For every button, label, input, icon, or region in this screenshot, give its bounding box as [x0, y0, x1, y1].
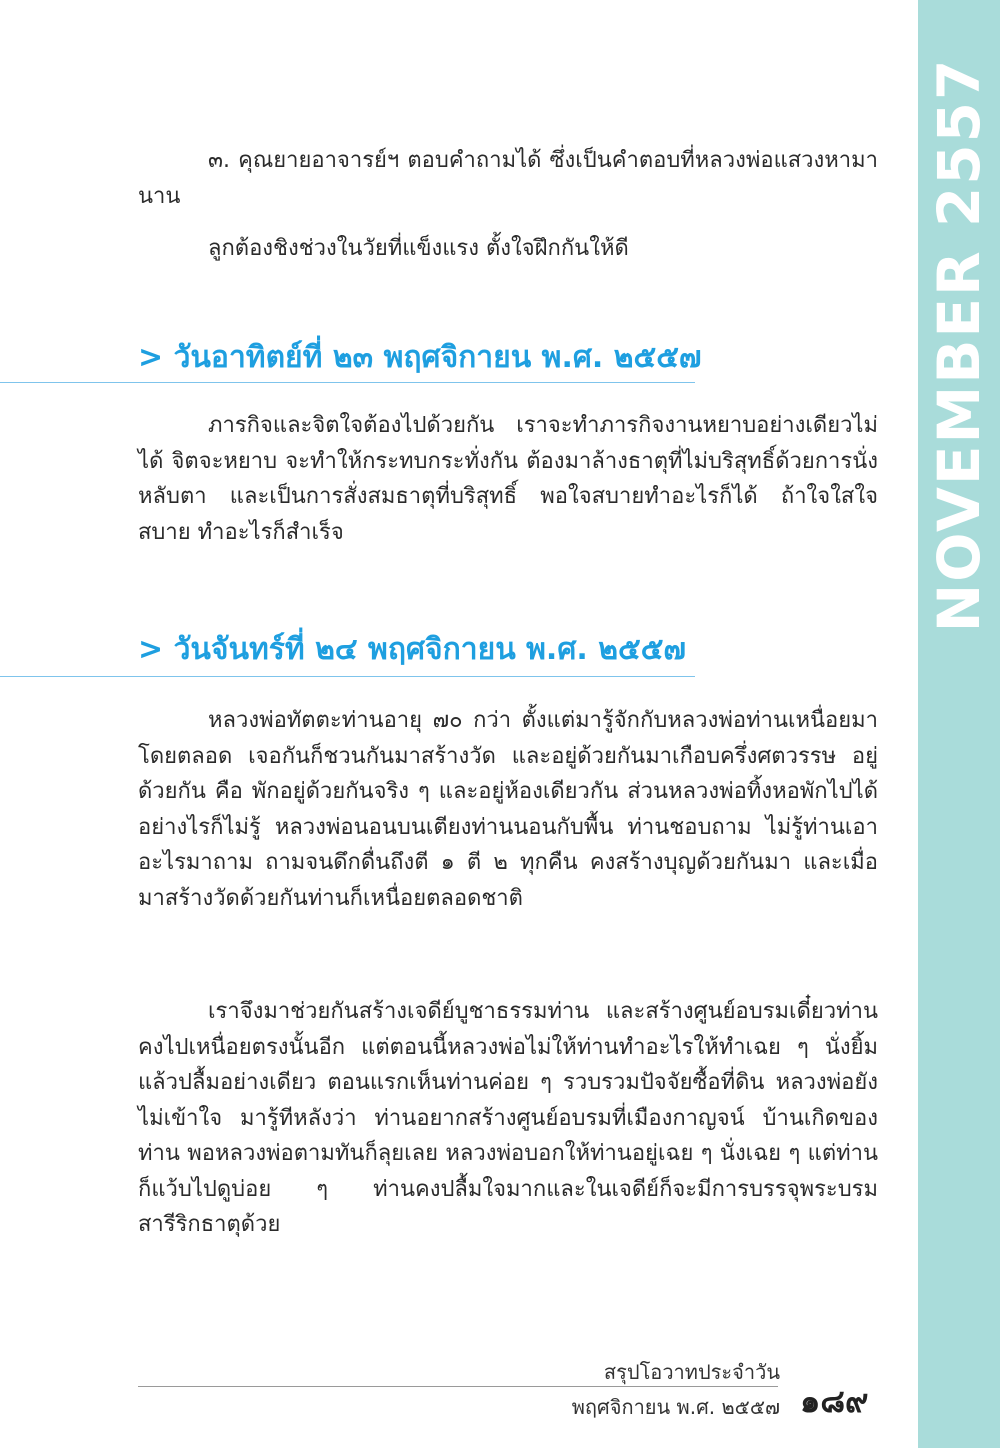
heading-divider	[0, 382, 695, 383]
heading-divider	[0, 676, 695, 677]
paragraph-monday-1: หลวงพ่อทัตตะท่านอายุ ๗๐ กว่า ตั้งแต่มารู้จักกับหลวงพ่อท่านเหนื่อยมาโดยตลอด เจอกันก็ชวนกันมาสร้างวัด และอยู่ด้วยกันมาเกือบครึ่งศตวรรษ อยู่ด้วยกัน คือ พักอยู่ด้วยกันจริง ๆ และอยู่ห้องเดียวกัน ส่วนหลวงพ่อทิ้งหอพักไปได้อย่างไรก็ไม่รู้ หลวงพ่อนอนบนเตียงท่านนอนกับพื้น ท่านชอบถาม ไม่รู้ท่านเอาอะไรมาถาม ถามจนดึกดื่นถึงตี ๑ ตี ๒ ทุกคืน คงสร้างบุญด้วยกันมา และเมื่อมาสร้างวัดด้วยกันท่านก็เหนื่อยตลอดชาติ	[138, 708, 878, 911]
page-number: ๑๘๙	[800, 1382, 869, 1420]
section-heading-monday: > วันจันทร์ที่ ๒๔ พฤศจิกายน พ.ศ. ๒๕๕๗	[138, 632, 686, 667]
footer-divider	[138, 1386, 778, 1387]
paragraph-summary: ลูกต้องชิงช่วงในวัยที่แข็งแรง ตั้งใจฝึกกันให้ดี	[208, 236, 629, 261]
paragraph-sunday: ภารกิจและจิตใจต้องไปด้วยกัน เราจะทำภารกิจงานหยาบอย่างเดียวไม่ได้ จิตจะหยาบ จะทำให้กระทบกระทั่งกัน ต้องมาล้างธาตุที่ไม่บริสุทธิ์ด้วยการนั่งหลับตา และเป็นการสั่งสมธาตุที่บริสุทธิ์ พอใจสบายทำอะไรก็ได้ ถ้าใจใสใจสบาย ทำอะไรก็สำเร็จ	[138, 413, 878, 545]
section-heading-sunday: > วันอาทิตย์ที่ ๒๓ พฤศจิกายน พ.ศ. ๒๕๕๗	[138, 340, 702, 375]
footer-subtitle: พฤศจิกายน พ.ศ. ๒๕๕๗	[571, 1395, 780, 1419]
footer-title: สรุปโอวาทประจำวัน	[603, 1360, 780, 1384]
sidebar-month-label: NOVEMBER 2557	[925, 57, 993, 633]
paragraph-item-3: ๓. คุณยายอาจารย์ฯ ตอบคำถามได้ ซึ่งเป็นคำตอบที่หลวงพ่อแสวงหามานาน	[138, 148, 878, 209]
paragraph-monday-2: เราจึงมาช่วยกันสร้างเจดีย์บูชาธรรมท่าน และสร้างศูนย์อบรมเดี๋ยวท่านคงไปเหนื่อยตรงนั้นอีก แต่ตอนนี้หลวงพ่อไม่ให้ท่านทำอะไรให้ทำเฉย ๆ นั่งยิ้มแล้วปลื้มอย่างเดียว ตอนแรกเห็นท่านค่อย ๆ รวบรวมปัจจัยซื้อที่ดิน หลวงพ่อยังไม่เข้าใจ มารู้ทีหลังว่า ท่านอยากสร้างศูนย์อบรมที่เมืองกาญจน์ บ้านเกิดของท่าน พอหลวงพ่อตามทันก็ลุยเลย หลวงพ่อบอกให้ท่านอยู่เฉย ๆ นั่งเฉย ๆ แต่ท่านก็แว้บไปดูบ่อย ๆ ท่านคงปลื้มใจมากและในเจดีย์ก็จะมีการบรรจุพระบรมสารีริกธาตุด้วย	[138, 999, 878, 1237]
